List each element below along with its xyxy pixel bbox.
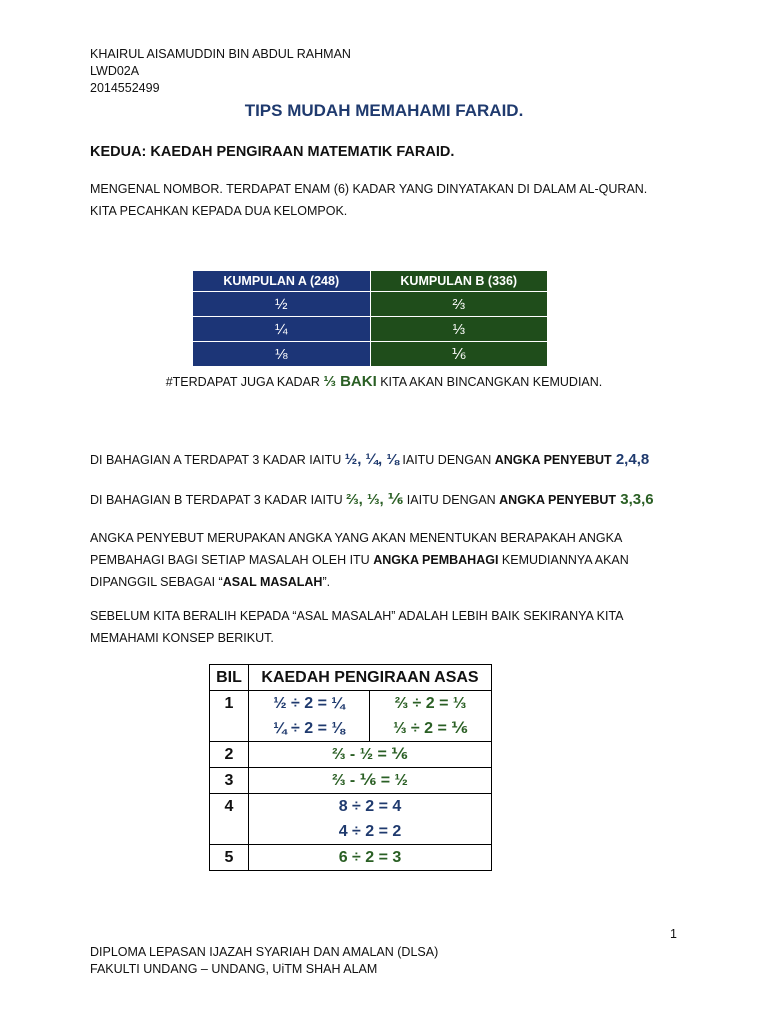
group-a-fractions: ½, ¼, ⅛ xyxy=(344,451,399,468)
calc-cell xyxy=(249,794,492,845)
para1-line-3 xyxy=(90,571,680,593)
group-b-prefix: DI BAHAGIAN B TERDAPAT 3 KADAR IAITU xyxy=(90,493,347,507)
page-title: TIPS MUDAH MEMAHAMI FARAID. xyxy=(244,101,524,120)
footer-line-1: DIPLOMA LEPASAN IJAZAH SYARIAH DAN AMALAN (DLSA) xyxy=(90,945,439,959)
calc-line: 8 ÷ 2 = 4 xyxy=(338,798,402,815)
row-number xyxy=(210,742,249,768)
group-b-fractions: ⅔, ⅓, ⅙ xyxy=(346,491,404,508)
intro-line-1: MENGENAL NOMBOR. TERDAPAT ENAM (6) KADAR YANG DINYATAKAN DI DALAM AL-QURAN. xyxy=(90,182,648,196)
author-group: LWD02A xyxy=(90,64,140,78)
table-row xyxy=(193,317,548,342)
calc-line: ⅓ ÷ 2 = ⅙ xyxy=(393,720,468,737)
para1-line3-bold: ASAL MASALAH xyxy=(222,575,323,589)
calc-line: ⅔ ÷ 2 = ⅓ xyxy=(394,695,467,712)
intro-line-2: KITA PECAHKAN KEPADA DUA KELOMPOK. xyxy=(90,204,348,218)
row-number-text: 5 xyxy=(224,849,234,866)
table-row xyxy=(193,292,548,317)
cell-group-a: ½ xyxy=(193,292,371,317)
cell-group-a: ⅛ xyxy=(193,342,371,367)
row-number xyxy=(210,691,249,742)
paragraph-denominator xyxy=(90,527,680,593)
footer-line-2: FAKULTI UNDANG – UNDANG, UiTM SHAH ALAM xyxy=(90,962,378,976)
row-number-text: 3 xyxy=(224,772,234,789)
note-line xyxy=(0,373,768,390)
para1-line2-suffix: KEMUDIANNYA AKAN xyxy=(498,553,629,567)
calc-line: ½ ÷ 2 = ¼ xyxy=(273,695,345,712)
para1-line-1: ANGKA PENYEBUT MERUPAKAN ANGKA YANG AKAN MENENTUKAN BERAPAKAH ANGKA xyxy=(90,531,623,545)
page-number: 1 xyxy=(670,927,677,941)
groups-table-header xyxy=(193,271,548,292)
note-suffix: KITA AKAN BINCANGKAN KEMUDIAN. xyxy=(376,375,603,389)
para1-line3-suffix: ”. xyxy=(322,575,331,589)
author-name: KHAIRUL AISAMUDDIN BIN ABDUL RAHMAN xyxy=(90,47,351,61)
calc-cell xyxy=(249,768,492,794)
calc-line: 6 ÷ 2 = 3 xyxy=(338,849,402,866)
calc-line: 4 ÷ 2 = 2 xyxy=(338,823,402,840)
group-a-prefix: DI BAHAGIAN A TERDAPAT 3 KADAR IAITU xyxy=(90,453,345,467)
note-highlight: ⅓ BAKI xyxy=(323,373,377,390)
header-group-a: KUMPULAN A (248) xyxy=(193,271,371,292)
intro-paragraph xyxy=(90,178,680,222)
header-bil: BIL xyxy=(210,665,249,691)
table-row xyxy=(210,691,492,742)
author-id: 2014552499 xyxy=(90,81,160,95)
calc-line: ⅔ - ⅙ = ½ xyxy=(332,772,408,789)
calc-cell-group-a xyxy=(249,691,370,742)
groups-table xyxy=(192,270,548,367)
table-row xyxy=(210,794,492,845)
calc-cell xyxy=(249,742,492,768)
cell-group-b: ⅙ xyxy=(370,342,548,367)
row-number xyxy=(210,768,249,794)
cell-group-a: ¼ xyxy=(193,317,371,342)
row-number xyxy=(210,845,249,871)
calculation-table xyxy=(209,664,492,871)
note-prefix: #TERDAPAT JUGA KADAR xyxy=(165,375,324,389)
group-b-middle: IAITU DENGAN xyxy=(403,493,500,507)
row-number-text: 1 xyxy=(224,695,234,712)
table-row xyxy=(210,742,492,768)
paragraph-concept xyxy=(90,605,680,649)
calc-cell xyxy=(249,845,492,871)
table-row xyxy=(210,845,492,871)
section-title: KEDUA: KAEDAH PENGIRAAN MATEMATIK FARAID. xyxy=(90,144,455,160)
calc-cell-group-b xyxy=(370,691,492,742)
para1-line3-prefix: DIPANGGIL SEBAGAI “ xyxy=(90,575,223,589)
header-method: KAEDAH PENGIRAAN ASAS xyxy=(249,665,492,691)
group-a-middle: IAITU DENGAN xyxy=(398,453,495,467)
para2-line-1: SEBELUM KITA BERALIH KEPADA “ASAL MASALAH” ADALAH LEBIH BAIK SEKIRANYA KITA xyxy=(90,609,624,623)
group-b-numbers: 3,3,6 xyxy=(616,491,654,508)
group-b-term: ANGKA PENYEBUT xyxy=(499,493,617,507)
cell-group-b: ⅓ xyxy=(370,317,548,342)
para1-line2-prefix: PEMBAHAGI BAGI SETIAP MASALAH OLEH ITU xyxy=(90,553,374,567)
calc-line: ⅔ - ½ = ⅙ xyxy=(332,746,408,763)
group-a-term: ANGKA PENYEBUT xyxy=(494,453,612,467)
table-row xyxy=(210,768,492,794)
header-group-b: KUMPULAN B (336) xyxy=(370,271,548,292)
calc-table-header xyxy=(210,665,492,691)
group-a-numbers: 2,4,8 xyxy=(611,451,650,468)
table-row xyxy=(193,342,548,367)
row-number-text: 4 xyxy=(224,798,234,815)
row-number xyxy=(210,794,249,845)
row-number-text: 2 xyxy=(224,746,234,763)
calc-line: ¼ ÷ 2 = ⅛ xyxy=(273,720,345,737)
para1-line2-bold: ANGKA PEMBAHAGI xyxy=(373,553,499,567)
para2-line-2: MEMAHAMI KONSEP BERIKUT. xyxy=(90,631,274,645)
group-a-line xyxy=(90,449,680,471)
cell-group-b: ⅔ xyxy=(370,292,548,317)
group-b-line xyxy=(90,489,680,511)
para1-line-2 xyxy=(90,549,680,571)
